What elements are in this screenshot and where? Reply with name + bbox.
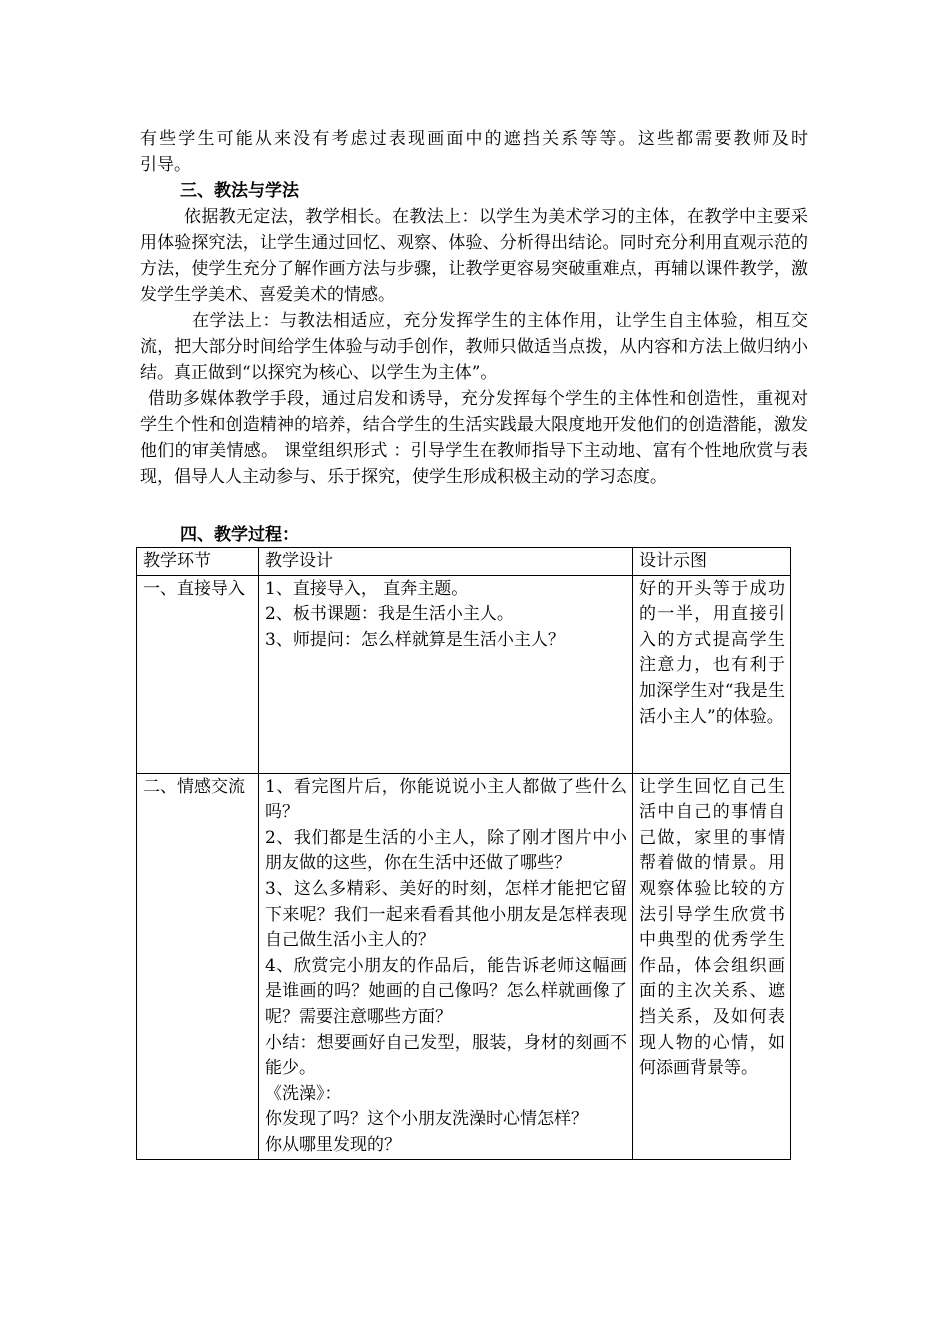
header-stage: 教学环节 [137, 548, 259, 576]
row-2-design-line: 小结：想要画好自己发型，服装，身材的刻画不能少。 [265, 1032, 627, 1079]
section-4-heading: 四、教学过程： [180, 525, 299, 545]
multimedia-paragraph: 借助多媒体教学手段，通过启发和诱导，充分发挥每个学生的主体性和创造性，重视对学生个性和创造精神的培养，结合学生的生活实践最大限度地开发他们的创造潜能，激发他们的审美情感。 课堂组织形式 ：引导学生在教师指导下主动地、富有个性地欣赏与表现，倡导人人主动参与、乐于探究，使学生形成积极主动的学习态度。 [140, 389, 808, 487]
intro-line-2: 引导。 [140, 155, 191, 175]
row-1-design-line: 2、板书课题：我是生活小主人。 [265, 604, 514, 625]
header-design: 教学设计 [259, 548, 633, 576]
learning-method-paragraph: 在学法上：与教法相适应，充分发挥学生的主体作用，让学生自主体验，相互交流，把大部分时间给学生体验与动手创作，教师只做适当点拨，从内容和方法上做归纳小结。真正做到“以探究为核心、以学生为主体”。 [140, 311, 808, 383]
teaching-method-paragraph: 依据教无定法，教学相长。在教法上：以学生为美术学习的主体，在教学中主要采用体验探究法，让学生通过回忆、观察、体验、分析得出结论。同时充分利用直观示范的方法，使学生充分了解作画方法与步骤，让教学更容易突破重难点，再辅以课件教学，激发学生学美术、喜爱美术的情感。 [140, 207, 808, 305]
row-1-design-line: 3、师提问：怎么样就算是生活小主人？ [265, 629, 565, 650]
row-2-design-line: 4、欣赏完小朋友的作品后，能告诉老师这幅画是谁画的吗？她画的自己像吗？怎么样就画像了呢？需要注意哪些方面？ [265, 955, 627, 1027]
row-1-design-line: 1、直接导入， 直奔主题。 [265, 578, 469, 599]
intro-paragraph [140, 126, 808, 178]
header-diagram: 设计示图 [633, 548, 791, 576]
row-1-stage: 一、直接导入 [137, 575, 259, 773]
row-2-design-line: 1、看完图片后，你能说说小主人都做了些什么吗？ [265, 776, 627, 823]
row-2-design-line: 3、这么多精彩、美好的时刻，怎样才能把它留下来呢？我们一起来看看其他小朋友是怎样表现自己做生活小主人的？ [265, 878, 627, 951]
teaching-process-table [136, 547, 791, 1160]
intro-line-1: 有些学生可能从来没有考虑过表现画面中的遮挡关系等等。这些都需要教师及时 [140, 129, 808, 149]
row-2-note: 让学生回忆自己生活中自己的事情自己做，家里的事情帮着做的情景。用观察体验比较的方法引导学生欣赏书中典型的优秀学生作品，体会组织画面的主次关系、遮挡关系，及如何表现人物的心情，如何添画背景等。 [633, 773, 791, 1159]
section-3-heading: 三、教法与学法 [180, 181, 299, 201]
row-2-stage: 二、情感交流 [137, 773, 259, 1159]
row-2-design [259, 773, 633, 1159]
table-row [137, 575, 791, 773]
row-1-note: 好的开头等于成功的一半，用直接引入的方式提高学生注意力，也有利于加深学生对“我是生活小主人”的体验。 [633, 575, 791, 773]
table-header-row [137, 548, 791, 576]
row-2-design-line: 《洗澡》： [265, 1083, 342, 1104]
row-2-design-line: 2、我们都是生活的小主人，除了刚才图片中小朋友做的这些，你在生活中还做了哪些？ [265, 827, 627, 874]
row-2-design-line: 你从哪里发现的？ [265, 1134, 401, 1155]
row-2-design-line: 你发现了吗？这个小朋友洗澡时心情怎样？ [265, 1109, 588, 1130]
row-1-design [259, 575, 633, 773]
table-row [137, 773, 791, 1159]
